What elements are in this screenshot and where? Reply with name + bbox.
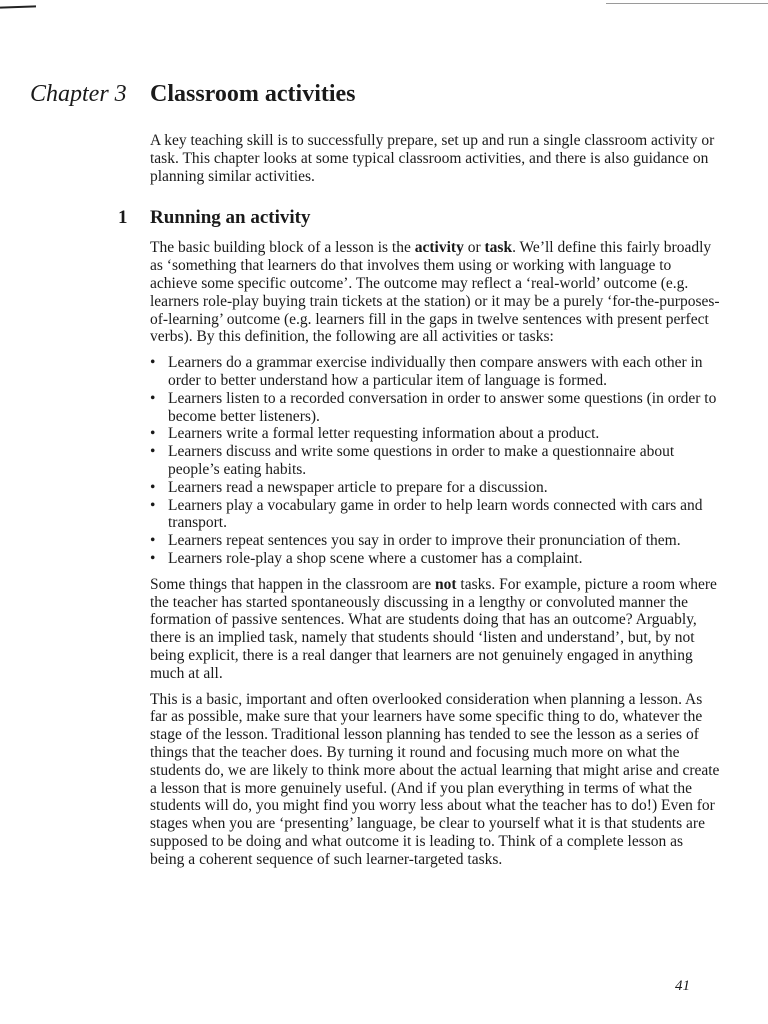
section-paragraph-3: This is a basic, important and often overlooked consideration when planning a lesson. As far as possible, make sure that your learners have some specific thing to do, whatever the stage of the lesson. Traditional lesson planning has tended to see the lesson as a series of things that the teacher does. By turning it round and focusing much more on what the students do, we are likely to think more about the actual learning that might arise and create a lesson that is more genuinely useful. (And if you plan everything in terms of what the students will do, you might find you worry less about what the teacher has to do!) Even for stages when you are ‘presenting’ language, be clear to yourself what it is that students are supposed to be doing and what outcome it is leading to. Think of a complete lesson as being a coherent sequence of such learner-targeted tasks. bbox=[150, 690, 720, 868]
chapter-title: Classroom activities bbox=[150, 81, 356, 107]
page-number: 41 bbox=[675, 978, 690, 994]
list-item: • Learners discuss and write some questions in order to make a questionnaire about people’s eating habits. bbox=[150, 443, 720, 479]
p1-text-mid: or bbox=[463, 239, 485, 257]
list-item: • Learners play a vocabulary game in order to help learn words connected with cars and transport. bbox=[150, 497, 720, 533]
list-item: • Learners listen to a recorded conversation in order to answer some questions (in order to become better listeners). bbox=[150, 390, 720, 426]
list-item: • Learners repeat sentences you say in order to improve their pronunciation of them. bbox=[150, 532, 720, 550]
term-activity: activity bbox=[414, 239, 464, 257]
chapter-heading bbox=[30, 72, 356, 109]
p1-text-start: The basic building block of a lesson is the bbox=[150, 239, 415, 257]
activity-list bbox=[150, 354, 720, 568]
section-number: 1 bbox=[118, 207, 128, 229]
p1-text-end: . We’ll define this fairly broadly as ‘something that learners do that involves them using or working with language to achieve some specific outcome’. The outcome may reflect a ‘real-world’ outcome (e.g. learners role-play buying train tickets at the station) or it may be a purely ‘for-the-purposes-of-learning’ outcome (e.g. learners fill in the gaps in twelve sentences with present perfect verbs). By this definition, the following are all activities or tasks: bbox=[150, 239, 720, 346]
scan-edge-mark bbox=[0, 5, 36, 8]
page-body bbox=[118, 132, 720, 876]
p2-text-start: Some things that happen in the classroom are bbox=[150, 575, 435, 593]
section-paragraph-1 bbox=[150, 239, 720, 346]
list-item: • Learners read a newspaper article to prepare for a discussion. bbox=[150, 479, 720, 497]
section-paragraph-2 bbox=[150, 576, 720, 683]
term-task: task bbox=[484, 239, 513, 257]
intro-paragraph: A key teaching skill is to successfully prepare, set up and run a single classroom activity or task. This chapter looks at some typical classroom activities, and there is also guidance on planning similar activities. bbox=[150, 132, 715, 185]
list-item: • Learners write a formal letter requesting information about a product. bbox=[150, 425, 720, 443]
section-title: Running an activity bbox=[150, 207, 311, 229]
term-not: not bbox=[434, 575, 457, 593]
chapter-label: Chapter 3 bbox=[30, 81, 127, 107]
list-item: • Learners role-play a shop scene where a customer has a complaint. bbox=[150, 550, 720, 568]
p2-text-end: tasks. For example, picture a room where the teacher has started spontaneously discussing in a lengthy or convoluted manner the formation of passive sentences. What are students doing that has an outcome? Arguably, there is an implied task, namely that students should ‘listen and understand’, but, by not being explicit, there is a real danger that learners are not genuinely engaged in anything much at all. bbox=[150, 575, 717, 682]
section-heading bbox=[118, 207, 720, 229]
header-rule bbox=[606, 3, 768, 4]
list-item: • Learners do a grammar exercise individually then compare answers with each other in order to better understand how a particular item of language is formed. bbox=[150, 354, 720, 390]
